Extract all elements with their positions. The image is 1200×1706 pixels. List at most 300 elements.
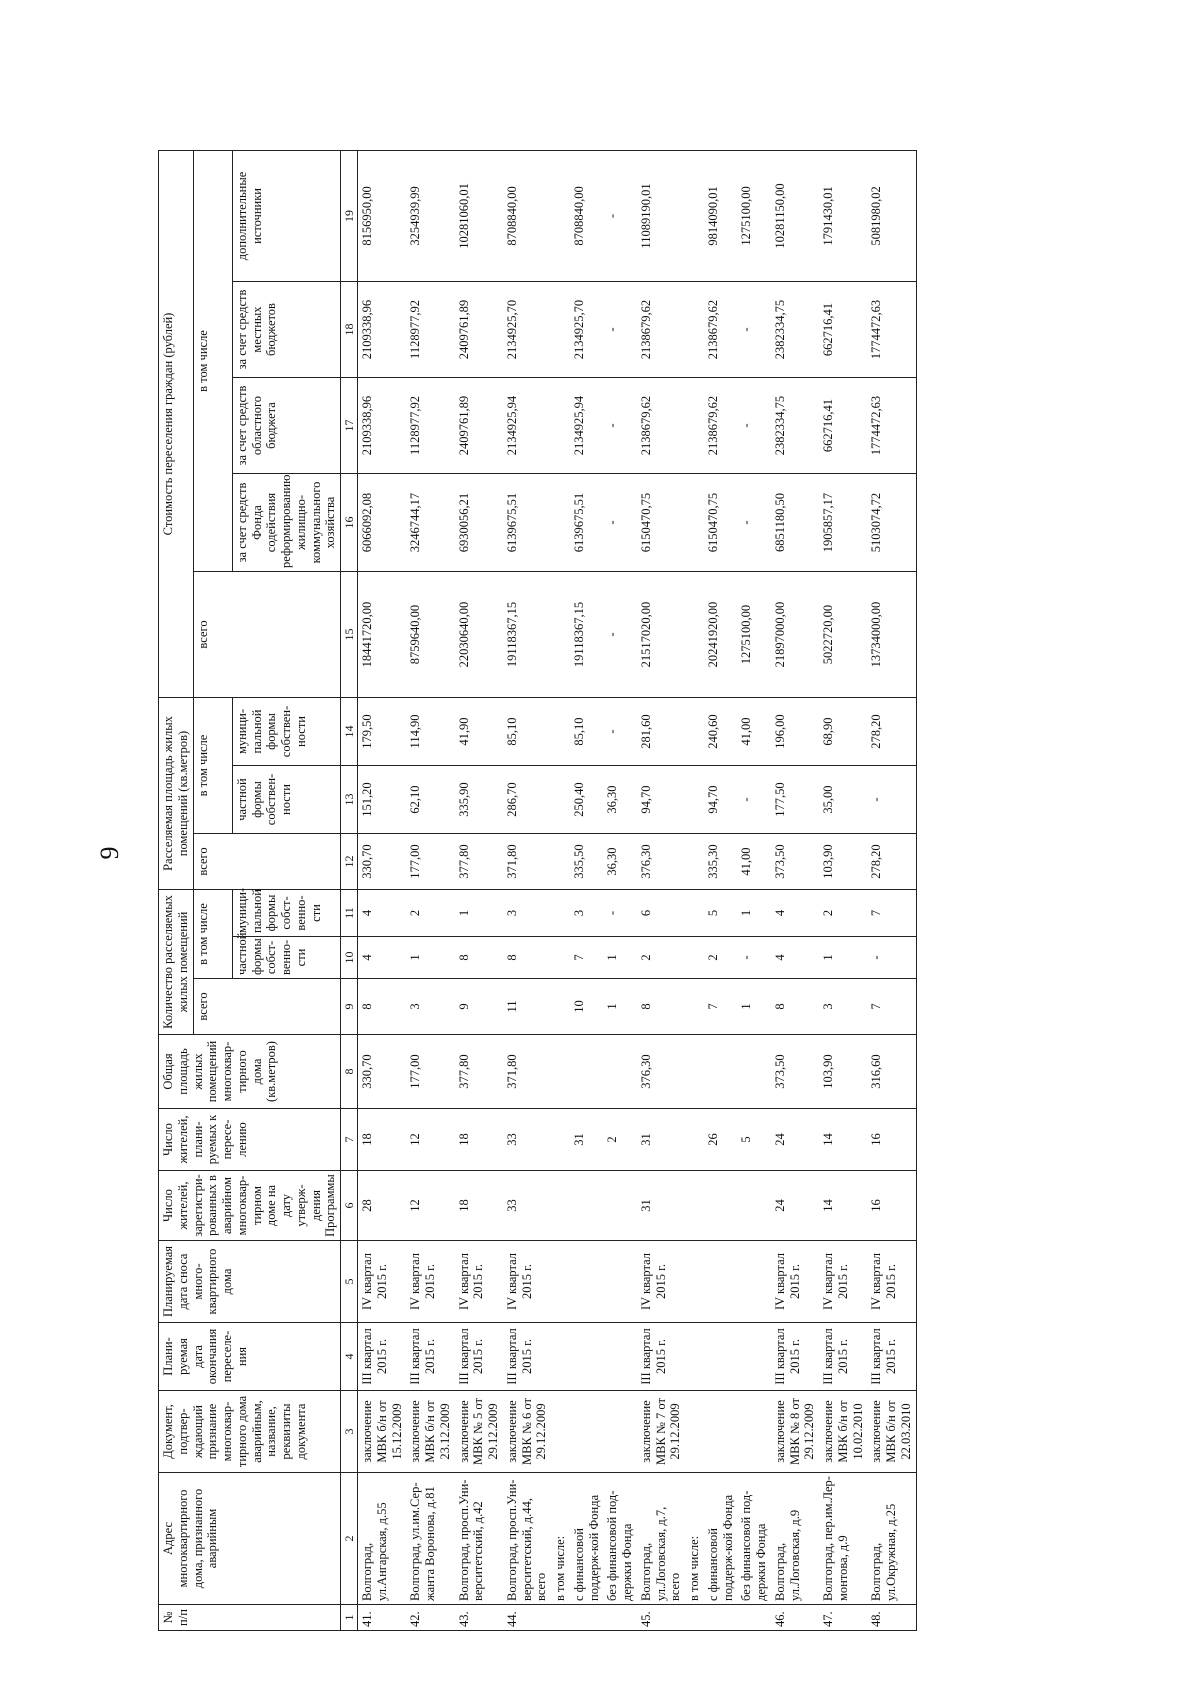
header-total-area: Общая площадь жилых помещений многоквар-тирного дома (кв.метров) — [159, 1035, 341, 1109]
table-cell: 6 — [637, 890, 685, 937]
table-cell: 177,00 — [406, 834, 454, 890]
table-cell: 9814090,01 — [704, 150, 738, 281]
table-cell: IV квартал 2015 г. — [503, 1241, 551, 1323]
header-area-private: частной формы собствен-ности — [232, 766, 340, 834]
header-count-private: частной формы собст-венно-сти — [232, 937, 340, 979]
table-cell — [685, 474, 704, 572]
table-cell — [737, 1605, 771, 1631]
table-cell — [551, 378, 570, 474]
table-cell: 2109338,96 — [358, 282, 407, 378]
table-cell — [685, 1035, 704, 1109]
column-number: 7 — [341, 1109, 358, 1171]
table-cell: 19118367,15 — [570, 572, 604, 698]
table-cell: 8 — [358, 979, 407, 1035]
table-cell — [570, 1035, 604, 1109]
table-row — [358, 150, 407, 1630]
table-cell: 2138679,62 — [637, 282, 685, 378]
column-number: 15 — [341, 572, 358, 698]
table-cell: 16 — [867, 1171, 916, 1241]
page-number: 9 — [95, 846, 124, 860]
table-cell: 8759640,00 — [406, 572, 454, 698]
column-number: 2 — [341, 1473, 358, 1605]
table-cell — [551, 1035, 570, 1109]
table-cell: - — [737, 937, 771, 979]
table-cell: 1 — [603, 979, 637, 1035]
table-cell: 41,00 — [737, 834, 771, 890]
table-cell: - — [867, 766, 916, 834]
table-cell: 47. — [819, 1605, 867, 1631]
table-cell: 4 — [771, 890, 819, 937]
table-cell: 42. — [406, 1605, 454, 1631]
table-row — [603, 150, 637, 1630]
table-cell: 5081980,02 — [867, 150, 916, 281]
header-cost-incl: в том числе — [193, 150, 232, 571]
table-cell: 85,10 — [503, 698, 551, 766]
table-cell: 41,90 — [455, 698, 503, 766]
table-cell: 5 — [737, 1109, 771, 1171]
table-cell: 1 — [603, 937, 637, 979]
table-cell — [570, 1605, 604, 1631]
table-cell: Волгоград, ул.Ангарская, д.55 — [358, 1473, 407, 1605]
table-cell: 376,30 — [637, 834, 685, 890]
table-cell — [551, 766, 570, 834]
table-cell — [551, 282, 570, 378]
table-cell: 1791430,01 — [819, 150, 867, 281]
table-cell: 28 — [358, 1171, 407, 1241]
table-cell: III квартал 2015 г. — [867, 1323, 916, 1391]
table-cell: 3254939,99 — [406, 150, 454, 281]
table-cell: III квартал 2015 г. — [771, 1323, 819, 1391]
table-cell: 4 — [358, 890, 407, 937]
table-row — [551, 150, 570, 1630]
table-cell: 1275100,00 — [737, 572, 771, 698]
table-body — [358, 150, 917, 1630]
table-cell: 2 — [819, 890, 867, 937]
table-cell: 18 — [358, 1109, 407, 1171]
table-cell: 22030640,00 — [455, 572, 503, 698]
table-cell — [551, 150, 570, 281]
header-cost-total: всего — [193, 572, 341, 698]
header-area-municipal: муници-пальной формы собствен-ности — [232, 698, 340, 766]
column-number: 10 — [341, 937, 358, 979]
header-area-total: всего — [193, 834, 341, 890]
table-row — [503, 150, 551, 1630]
table-cell: 377,80 — [455, 834, 503, 890]
table-cell: 12 — [406, 1109, 454, 1171]
table-cell: 10 — [570, 979, 604, 1035]
table-cell: Волгоград, ул.Логовская, д.7, всего — [637, 1473, 685, 1605]
table-cell — [685, 1605, 704, 1631]
table-cell — [551, 572, 570, 698]
table-cell: 41,00 — [737, 698, 771, 766]
table-cell: 33 — [503, 1171, 551, 1241]
table-cell: IV квартал 2015 г. — [819, 1241, 867, 1323]
table-cell: 18 — [455, 1109, 503, 1171]
table-cell: 2382334,75 — [771, 282, 819, 378]
table-cell: 376,30 — [637, 1035, 685, 1109]
table-cell: 2409761,89 — [455, 378, 503, 474]
table-cell: - — [737, 378, 771, 474]
table-cell — [551, 937, 570, 979]
table-cell: 8 — [637, 979, 685, 1035]
table-cell: 1 — [737, 890, 771, 937]
table-row — [685, 150, 704, 1630]
table-cell: 46. — [771, 1605, 819, 1631]
table-cell: без финансовой под-держки Фонда — [603, 1473, 637, 1605]
table-cell: - — [737, 766, 771, 834]
header-residents-registered: Число жителей, зарегистри-рованных в аварийном многоквар-тирном доме на дату утверж-дения Программы — [159, 1171, 341, 1241]
table-cell: 8 — [771, 979, 819, 1035]
table-cell: 662716,41 — [819, 282, 867, 378]
table-cell: Волгоград, просп.Уни-верситетский, д.42 — [455, 1473, 503, 1605]
table-cell: 1 — [406, 937, 454, 979]
table-cell — [603, 1605, 637, 1631]
column-number: 12 — [341, 834, 358, 890]
table-cell: - — [603, 474, 637, 572]
table-cell: 8 — [503, 937, 551, 979]
header-area-incl: в том числе — [193, 698, 232, 834]
table-cell: 6066092,08 — [358, 474, 407, 572]
table-cell: 316,60 — [867, 1035, 916, 1109]
table-cell — [603, 1323, 637, 1391]
table-cell: 41. — [358, 1605, 407, 1631]
table-cell: 377,80 — [455, 1035, 503, 1109]
table-cell: 94,70 — [704, 766, 738, 834]
table-cell — [603, 1035, 637, 1109]
table-cell — [737, 1323, 771, 1391]
table-cell — [737, 1171, 771, 1241]
table-cell — [551, 1241, 570, 1323]
table-cell: Волгоград, ул.Логовская, д.9 — [771, 1473, 819, 1605]
table-cell: - — [603, 698, 637, 766]
table-cell — [685, 834, 704, 890]
table-cell — [704, 1035, 738, 1109]
table-cell: 6150470,75 — [704, 474, 738, 572]
table-cell — [603, 1171, 637, 1241]
column-number: 17 — [341, 378, 358, 474]
table-cell: 9 — [455, 979, 503, 1035]
table-cell: 1774472,63 — [867, 282, 916, 378]
header-cost-additional: дополнительные источники — [232, 150, 340, 281]
table-cell: 278,20 — [867, 834, 916, 890]
table-cell: Волгоград, просп.Уни-верситетский, д.44, всего — [503, 1473, 551, 1605]
table-cell: 62,10 — [406, 766, 454, 834]
table-cell: 85,10 — [570, 698, 604, 766]
table-cell — [737, 1391, 771, 1473]
table-cell: 35,00 — [819, 766, 867, 834]
table-cell: заключение МВК № 6 от 29.12.2009 — [503, 1391, 551, 1473]
table-cell — [551, 1605, 570, 1631]
table-cell: 3 — [406, 979, 454, 1035]
column-number: 9 — [341, 979, 358, 1035]
table-cell: 21897000,00 — [771, 572, 819, 698]
table-cell: - — [867, 937, 916, 979]
table-cell: 4 — [358, 937, 407, 979]
table-cell — [551, 1391, 570, 1473]
table-cell: 1905857,17 — [819, 474, 867, 572]
column-number: 18 — [341, 282, 358, 378]
table-cell: III квартал 2015 г. — [819, 1323, 867, 1391]
table-cell: 8 — [455, 937, 503, 979]
column-number: 5 — [341, 1241, 358, 1323]
table-cell: 7 — [704, 979, 738, 1035]
table-cell: 6139675,51 — [570, 474, 604, 572]
table-cell — [551, 979, 570, 1035]
table-cell — [570, 1241, 604, 1323]
header-count-incl: в том числе — [193, 890, 232, 979]
table-cell: 373,50 — [771, 834, 819, 890]
header-count-municipal: муници-пальной формы собст-венно-сти — [232, 890, 340, 937]
table-cell: 286,70 — [503, 766, 551, 834]
header-count-total: всего — [193, 979, 341, 1035]
table-cell: 278,20 — [867, 698, 916, 766]
table-cell: 7 — [570, 937, 604, 979]
table-cell: 68,90 — [819, 698, 867, 766]
table-cell: 5 — [704, 890, 738, 937]
header-group-cost: Стоимость переселения граждан (рублей) — [159, 150, 194, 697]
table-cell: 6139675,51 — [503, 474, 551, 572]
table-cell: 103,90 — [819, 1035, 867, 1109]
table-cell: заключение МВК № 8 от 29.12.2009 — [771, 1391, 819, 1473]
table-cell — [570, 1391, 604, 1473]
table-cell: заключение МВК б/н от 15.12.2009 — [358, 1391, 407, 1473]
table-cell — [704, 1323, 738, 1391]
table-row — [737, 150, 771, 1630]
table-cell: 2 — [406, 890, 454, 937]
table-cell — [685, 1323, 704, 1391]
table-cell: 2109338,96 — [358, 378, 407, 474]
column-number: 14 — [341, 698, 358, 766]
table-cell: заключение МВК б/н от 10.02.2010 — [819, 1391, 867, 1473]
table-cell: 177,00 — [406, 1035, 454, 1109]
table-row — [771, 150, 819, 1630]
table-cell — [551, 474, 570, 572]
header-group-area: Расселяемая площадь жилых помещений (кв.метров) — [159, 698, 194, 890]
table-cell: Волгоград, ул.им.Сер-жанта Воронова, д.81 — [406, 1473, 454, 1605]
table-cell: 31 — [570, 1109, 604, 1171]
table-cell: 179,50 — [358, 698, 407, 766]
table-cell: III квартал 2015 г. — [503, 1323, 551, 1391]
table-cell: 3246744,17 — [406, 474, 454, 572]
table-cell — [685, 979, 704, 1035]
table-row — [570, 150, 604, 1630]
table-cell: 24 — [771, 1171, 819, 1241]
table-cell — [603, 1391, 637, 1473]
header-resettlement-date: Плани-руемая дата окончания переселе-ния — [159, 1323, 341, 1391]
table-cell: 240,60 — [704, 698, 738, 766]
table-cell — [685, 1391, 704, 1473]
table-cell: 6930056,21 — [455, 474, 503, 572]
table-cell: 8156950,00 — [358, 150, 407, 281]
table-cell — [685, 698, 704, 766]
table-cell: 94,70 — [637, 766, 685, 834]
table-cell: 5022720,00 — [819, 572, 867, 698]
table-cell: в том числе: — [551, 1473, 570, 1605]
table-cell — [685, 572, 704, 698]
column-number: 8 — [341, 1035, 358, 1109]
table-cell: 2134925,70 — [503, 282, 551, 378]
header-cost-regional: за счет средств областного бюджета — [232, 378, 340, 474]
table-cell — [737, 1035, 771, 1109]
table-cell: III квартал 2015 г. — [455, 1323, 503, 1391]
table-cell: 371,80 — [503, 1035, 551, 1109]
table-cell: 13734000,00 — [867, 572, 916, 698]
header-residents-planned: Число жителей, плани-руемых к пересе-лению — [159, 1109, 341, 1171]
table-header — [159, 150, 358, 1630]
table-cell: 3 — [819, 979, 867, 1035]
table-cell: 7 — [867, 890, 916, 937]
table-cell: 151,20 — [358, 766, 407, 834]
table-cell: 103,90 — [819, 834, 867, 890]
table-row — [455, 150, 503, 1630]
table-cell — [737, 1241, 771, 1323]
table-cell: 1128977,92 — [406, 378, 454, 474]
table-cell — [704, 1171, 738, 1241]
table-cell: 14 — [819, 1171, 867, 1241]
table-cell: III квартал 2015 г. — [406, 1323, 454, 1391]
table-cell: 330,70 — [358, 834, 407, 890]
table-cell: IV квартал 2015 г. — [637, 1241, 685, 1323]
table-cell: 3 — [570, 890, 604, 937]
table-cell: 250,40 — [570, 766, 604, 834]
table-cell: IV квартал 2015 г. — [358, 1241, 407, 1323]
table-cell: 2 — [704, 937, 738, 979]
table-cell: 18 — [455, 1171, 503, 1241]
table-cell: 196,00 — [771, 698, 819, 766]
table-cell: III квартал 2015 г. — [637, 1323, 685, 1391]
table-cell: 1128977,92 — [406, 282, 454, 378]
table-cell: 2134925,70 — [570, 282, 604, 378]
table-cell: 24 — [771, 1109, 819, 1171]
table-cell — [551, 890, 570, 937]
table-cell — [704, 1605, 738, 1631]
table-cell: - — [603, 572, 637, 698]
table-cell — [704, 1391, 738, 1473]
table-cell — [685, 1241, 704, 1323]
table-row — [637, 150, 685, 1630]
table-cell: 31 — [637, 1109, 685, 1171]
table-cell: заключение МВК № 5 от 29.12.2009 — [455, 1391, 503, 1473]
table-cell — [570, 1171, 604, 1241]
table-cell: 19118367,15 — [503, 572, 551, 698]
table-cell: 11089190,01 — [637, 150, 685, 281]
table-row — [819, 150, 867, 1630]
table-cell: - — [737, 282, 771, 378]
header-document: Документ, подтвер-ждающий признание многоквар-тирного дома аварийным, название, реквизиты документа — [159, 1391, 341, 1473]
table-cell — [551, 1109, 570, 1171]
table-cell: 36,30 — [603, 834, 637, 890]
header-cost-fund: за счет средств Фонда содействия реформированию жилищно-коммунального хозяйства — [232, 474, 340, 572]
table-cell: 5103074,72 — [867, 474, 916, 572]
table-cell: без финансовой под-держки Фонда — [737, 1473, 771, 1605]
table-cell: Волгоград, пер.им.Лер-монтова, д.9 — [819, 1473, 867, 1605]
table-cell: 6150470,75 — [637, 474, 685, 572]
table-row — [406, 150, 454, 1630]
table-cell: - — [737, 474, 771, 572]
table-cell: IV квартал 2015 г. — [406, 1241, 454, 1323]
table-cell: 31 — [637, 1171, 685, 1241]
column-number: 1 — [341, 1605, 358, 1631]
table-cell: 44. — [503, 1605, 551, 1631]
table-cell: 330,70 — [358, 1035, 407, 1109]
table-cell: заключение МВК б/н от 23.12.2009 — [406, 1391, 454, 1473]
table-cell: 11 — [503, 979, 551, 1035]
table-row — [704, 150, 738, 1630]
column-number: 6 — [341, 1171, 358, 1241]
column-number: 16 — [341, 474, 358, 572]
table-cell — [570, 1323, 604, 1391]
column-number: 19 — [341, 150, 358, 281]
header-num: № п/п — [159, 1605, 341, 1631]
table-cell: 7 — [867, 979, 916, 1035]
table-cell: 1 — [737, 979, 771, 1035]
table-cell: 114,90 — [406, 698, 454, 766]
header-address: Адрес многоквартирного дома, признанного аварийным — [159, 1473, 341, 1605]
table-cell: 2134925,94 — [570, 378, 604, 474]
table-cell: 3 — [503, 890, 551, 937]
table-cell: 177,50 — [771, 766, 819, 834]
table-cell: 1774472,63 — [867, 378, 916, 474]
table-cell — [551, 698, 570, 766]
table-cell: 12 — [406, 1171, 454, 1241]
table-cell: III квартал 2015 г. — [358, 1323, 407, 1391]
table-cell: 48. — [867, 1605, 916, 1631]
table-cell — [551, 1323, 570, 1391]
table-cell: 335,30 — [704, 834, 738, 890]
table-cell: 2138679,62 — [637, 378, 685, 474]
table-cell: 18441720,00 — [358, 572, 407, 698]
table-cell: IV квартал 2015 г. — [771, 1241, 819, 1323]
table-cell: 45. — [637, 1605, 685, 1631]
table-cell: 16 — [867, 1109, 916, 1171]
table-cell: 1 — [819, 937, 867, 979]
table-cell: 21517020,00 — [637, 572, 685, 698]
table-cell — [685, 1109, 704, 1171]
table-cell: заключение МВК № 7 от 29.12.2009 — [637, 1391, 685, 1473]
table-cell — [685, 378, 704, 474]
table-cell: 2409761,89 — [455, 282, 503, 378]
table-cell — [551, 1171, 570, 1241]
table-cell: 8708840,00 — [570, 150, 604, 281]
table-cell: 26 — [704, 1109, 738, 1171]
table-cell: 8708840,00 — [503, 150, 551, 281]
table-cell: 10281060,01 — [455, 150, 503, 281]
header-cost-local: за счет средств местных бюджетов — [232, 282, 340, 378]
column-number: 3 — [341, 1391, 358, 1473]
table-cell: - — [603, 890, 637, 937]
table-cell — [685, 890, 704, 937]
column-number-row — [341, 150, 358, 1630]
table-cell: 373,50 — [771, 1035, 819, 1109]
table-cell: с финансовой поддерж-кой Фонда — [704, 1473, 738, 1605]
table-cell: - — [603, 282, 637, 378]
column-number: 11 — [341, 890, 358, 937]
table-cell — [685, 766, 704, 834]
column-number: 13 — [341, 766, 358, 834]
column-number: 4 — [341, 1323, 358, 1391]
table-cell: 335,50 — [570, 834, 604, 890]
table-cell: 14 — [819, 1109, 867, 1171]
table-cell: 10281150,00 — [771, 150, 819, 281]
table-cell: в том числе: — [685, 1473, 704, 1605]
table-cell: - — [603, 150, 637, 281]
table-cell: 36,30 — [603, 766, 637, 834]
table-cell: 281,60 — [637, 698, 685, 766]
table-cell: 33 — [503, 1109, 551, 1171]
table-cell: 6851180,50 — [771, 474, 819, 572]
table-cell: 1275100,00 — [737, 150, 771, 281]
table-cell — [685, 937, 704, 979]
